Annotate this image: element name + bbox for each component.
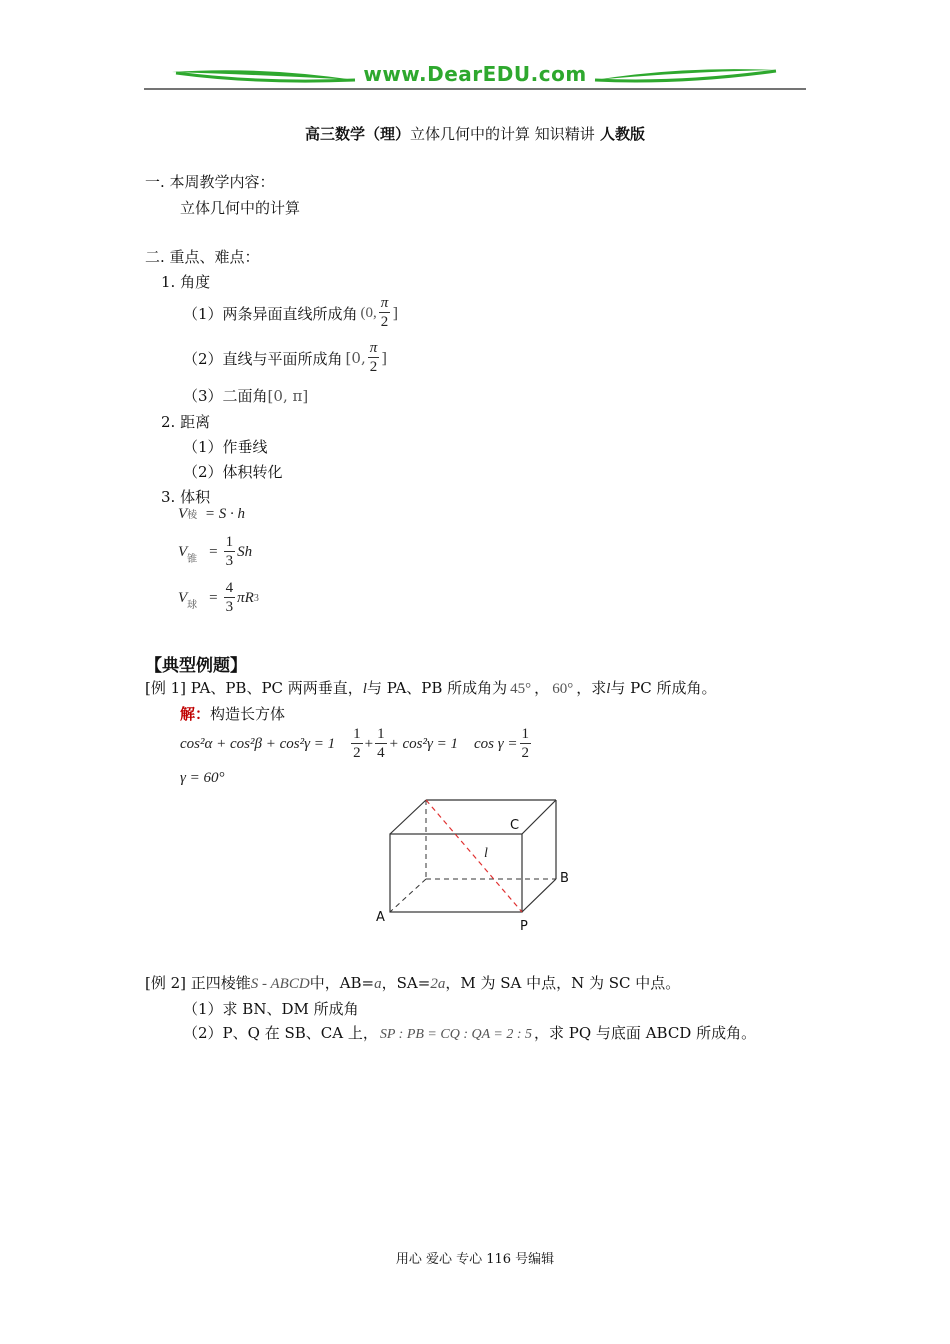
examples-heading: 【典型例题】 [145,656,247,676]
frac-num: π [380,295,389,311]
gamma-result: γ = 60° [180,770,225,786]
cuboid-diagram [370,794,580,944]
ex2-q2-b: ，求 PQ 与底面 ABCD 所成角。 [534,1024,757,1042]
item-angle-1-text: （1）两条异面直线所成角 [183,304,358,323]
item-volume: 3. 体积 [161,488,211,506]
logo-text: www.DearEDU.com [363,62,587,86]
frac-num: π [369,340,378,356]
diagonal-l [426,800,522,912]
half-frac [351,727,363,761]
sphere-pir: πR [237,589,254,606]
example-2 [145,972,680,993]
formula-sphere [178,576,259,620]
page-footer: 用心 爱心 专心 116 号编辑 [395,1252,555,1267]
item-angle-3-text: （3）二面角 [183,387,268,405]
ex1-part-a: [例 1] PA、PB、PC 两两垂直， [145,679,363,697]
title-part-1: 高三数学（理） [304,125,410,143]
pyramid-sh: Sh [237,543,253,560]
cuboid-figure [370,794,580,944]
item-angle-2-text: （2）直线与平面所成角 [183,349,343,368]
ex1-part-e: 与 PC 所成角。 [610,679,717,697]
frac-num: 4 [225,580,234,596]
formula-prism [178,506,245,523]
ex2-part-c: ，SA= [381,974,431,992]
item-angle: 1. 角度 [161,273,211,291]
frac-num: 1 [225,534,234,550]
ex2-part-a: [例 2] 正四棱锥 [145,974,251,992]
sub-prism: 棱 [187,510,198,521]
formula-pyramid [178,530,252,574]
title-part-3: 人教版 [594,125,646,143]
page-title [0,123,950,144]
ex2-q2-a: （2）P、Q 在 SB、CA 上， [183,1024,378,1042]
interval-close-1: ] [392,304,399,322]
quarter-frac [375,727,387,761]
title-part-2: 立体几何中的计算 知识精讲 [410,125,595,143]
plus-sign: + [364,735,374,752]
var-v: V [178,589,188,606]
ex1-part-d: ，求 [576,679,607,697]
label-l: l [484,846,488,861]
frac-den: 2 [380,314,389,330]
solution-label: 解： [180,705,211,723]
ex1-60: 60° [552,681,574,697]
ex1-part-c: ， [534,679,550,697]
frac-den: 2 [353,745,361,761]
frac-den: 2 [369,359,378,375]
frac-den: 3 [225,599,234,615]
section-1-heading: 一. 本周教学内容： [145,173,275,191]
solution-text: 构造长方体 [210,705,286,723]
frac-den: 2 [521,745,530,761]
ex2-a-var: a [374,976,382,992]
ex1-45: 45° [510,681,532,697]
ex2-part-b: 中，AB= [309,974,375,992]
item-distance-1: （1）作垂线 [183,438,268,456]
pi-over-2-frac-1 [379,296,391,330]
eq-sign: = [209,589,218,606]
label-b: B [560,871,569,886]
var-v: V [178,543,188,560]
item-angle-2 [183,337,387,379]
ex1-l-2: l [606,681,611,697]
interval-3: [0, π] [267,387,309,405]
sub-pyramid: 锥 [187,553,198,565]
frac-den: 3 [225,553,234,569]
frac-num: 1 [521,726,530,742]
label-c: C [510,818,520,833]
four-thirds-frac [224,581,236,615]
eq-cos-tail: + cos²γ = 1 [388,735,458,752]
solution-equations [180,722,533,766]
ex1-part-b: 与 PA、PB 所成角为 [366,679,508,697]
example-2-q2 [183,1022,756,1043]
item-angle-3 [183,385,308,406]
pi-over-2-frac-2 [368,341,380,375]
half-frac-2 [520,727,532,761]
ex2-2a: 2a [430,976,446,992]
example-2-q1: （1）求 BN、DM 所成角 [183,1000,359,1018]
example-1 [145,677,716,698]
interval-close-2: ] [381,349,388,367]
eq-sign: = [209,543,218,560]
one-third-frac [224,535,236,569]
ex2-sabcd: S - ABCD [250,976,310,992]
ex1-l: l [362,681,367,697]
header-logo [140,58,810,94]
interval-open-2: [0, [345,349,366,367]
interval-open-1: (0, [360,304,377,321]
frac-num: 1 [377,726,385,742]
label-a: A [376,910,385,925]
eq-cos-sum: cos²α + cos²β + cos²γ = 1 [180,735,336,752]
item-distance-2: （2）体积转化 [183,463,283,481]
frac-num: 1 [353,726,361,742]
item-distance: 2. 距离 [161,413,211,431]
var-v: V [178,506,188,522]
eq-cos-gamma: cos γ = [473,735,518,752]
solution-line [180,703,285,724]
item-angle-1 [183,292,398,334]
frac-den: 4 [377,745,385,761]
section-1-body: 立体几何中的计算 [180,199,301,217]
section-2-heading: 二. 重点、难点： [145,248,260,266]
sub-sphere: 球 [187,599,198,611]
ex2-ratio: SP : PB = CQ : QA = 2 : 5 [379,1027,532,1042]
label-p: P [520,919,528,934]
sphere-exp: 3 [253,592,259,604]
ex2-part-d: ，M 为 SA 中点，N 为 SC 中点。 [445,974,681,992]
prism-rhs: = S · h [204,506,246,522]
